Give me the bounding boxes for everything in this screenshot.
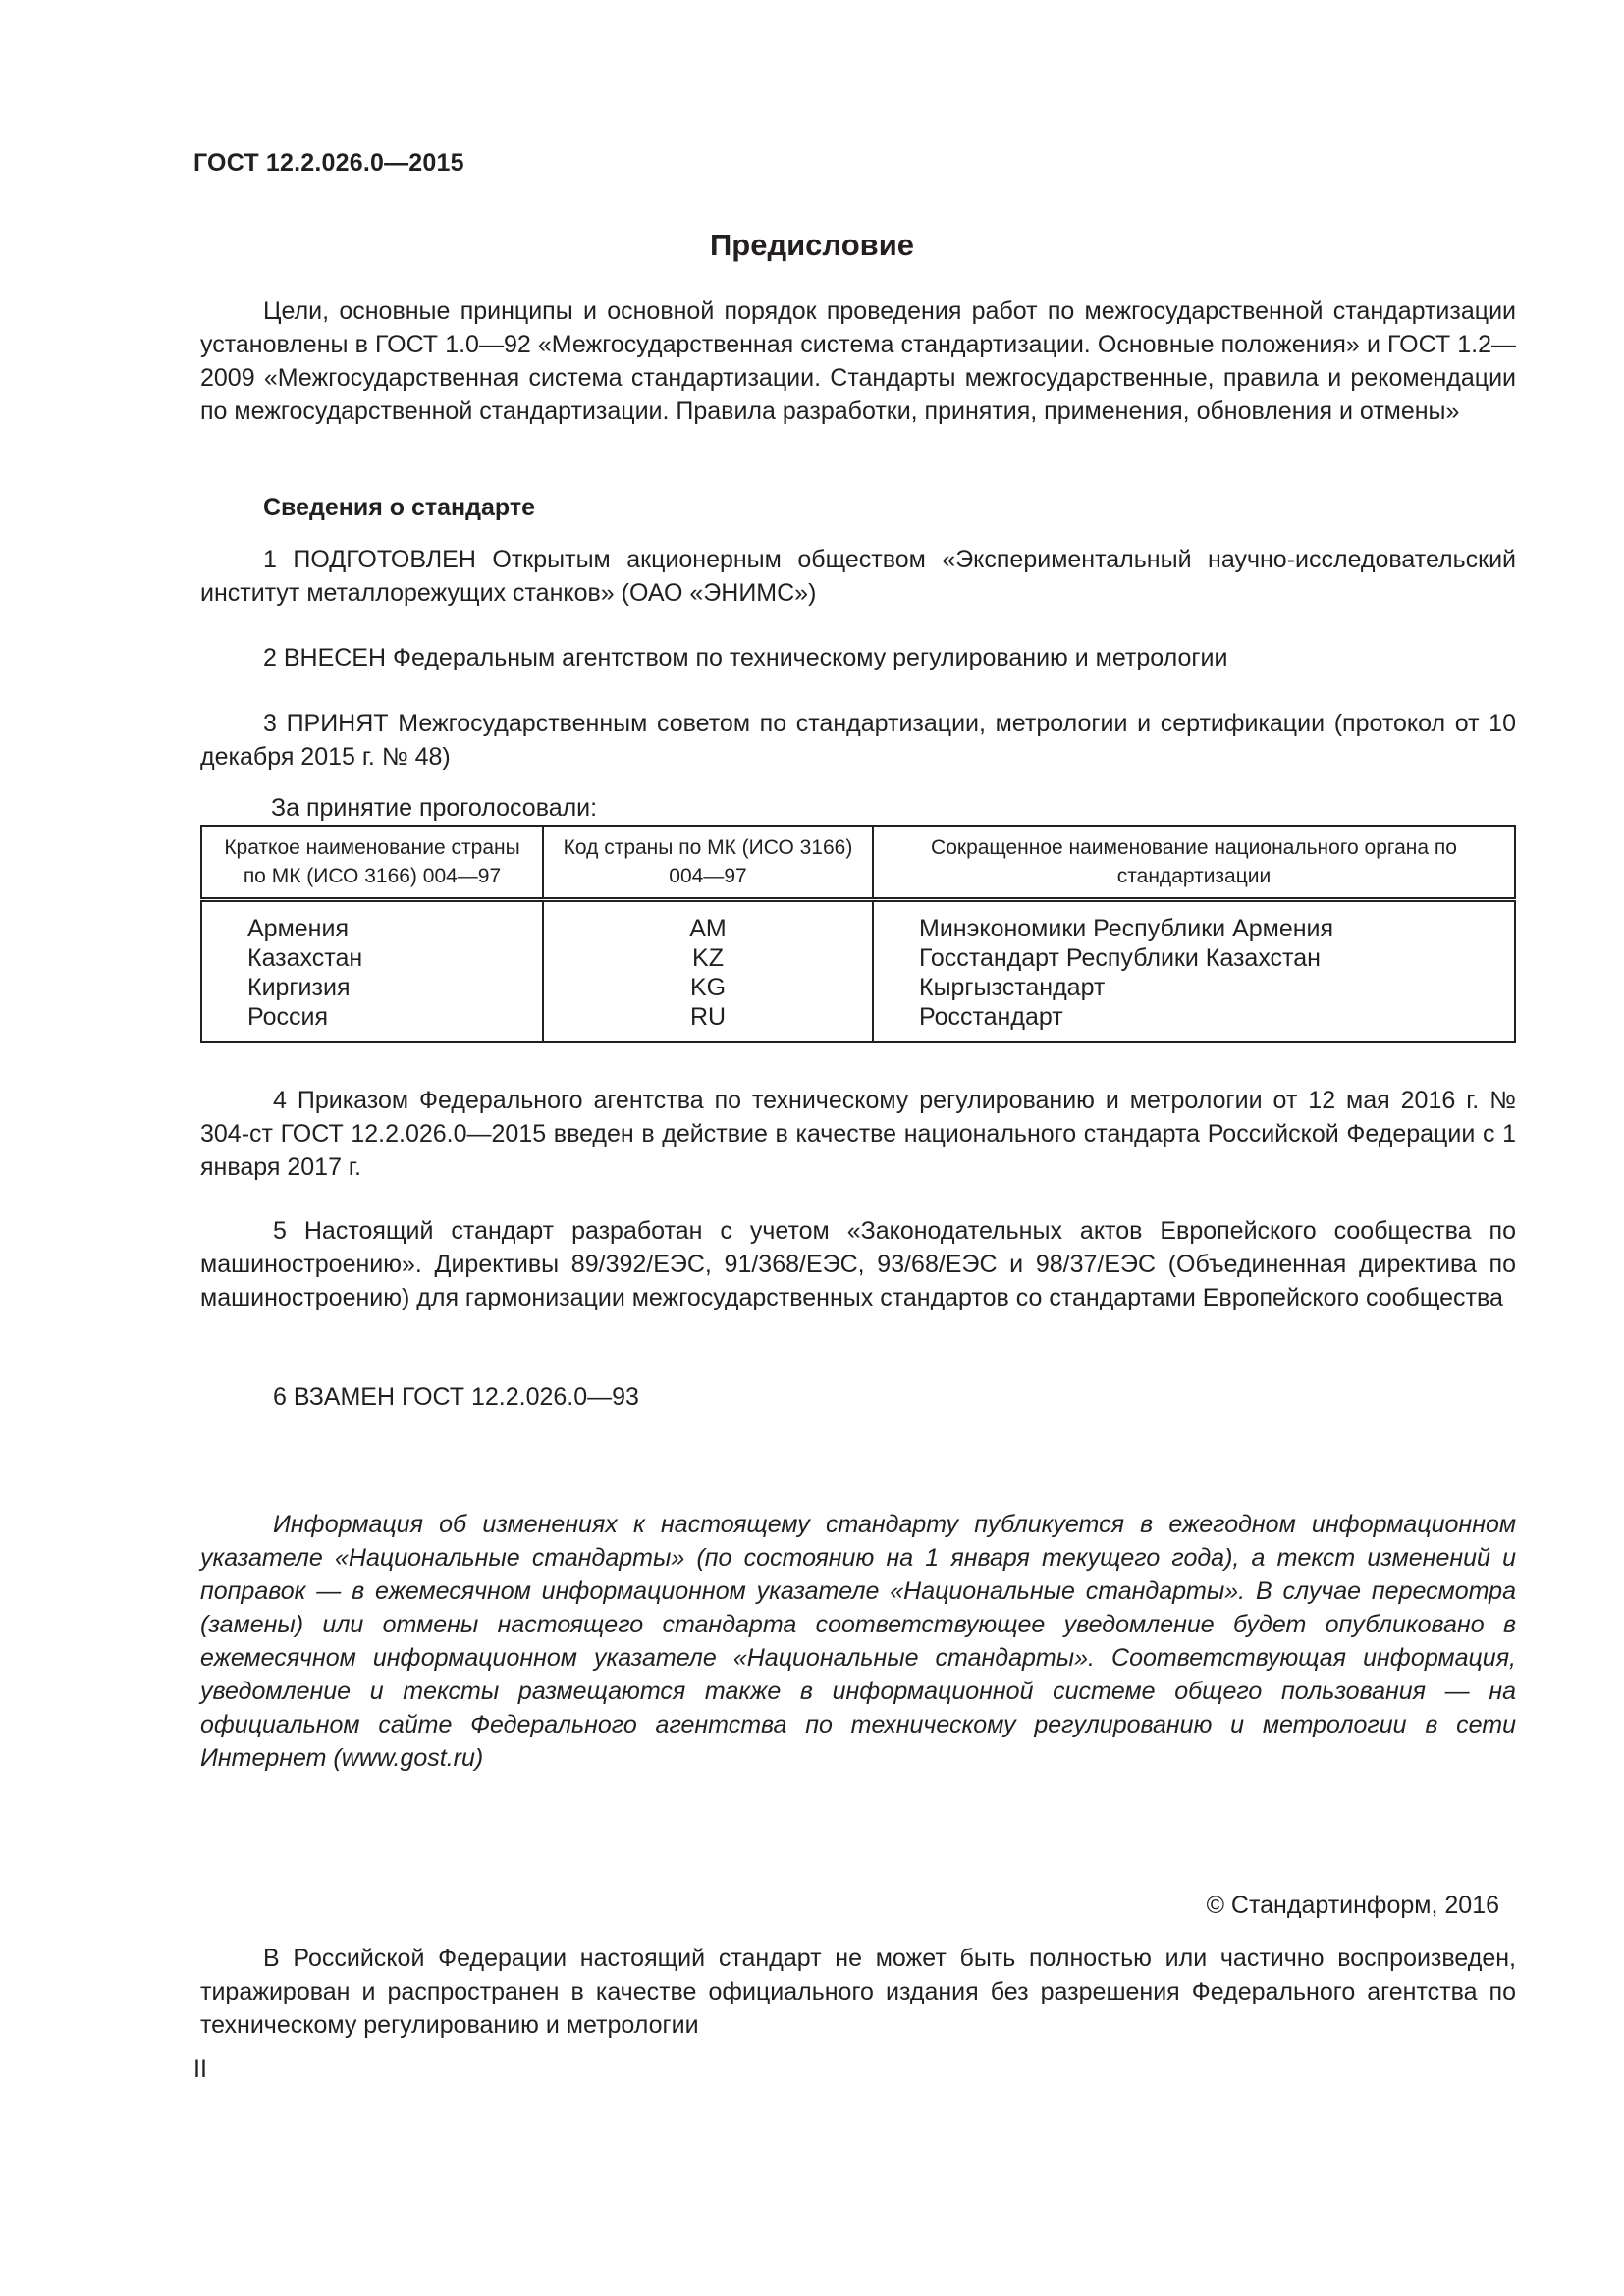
standard-code-header: ГОСТ 12.2.026.0—2015 — [193, 149, 464, 177]
page-title: Предисловие — [709, 228, 914, 262]
page-number: II — [193, 2056, 207, 2083]
code-cell: RU — [543, 1002, 873, 1042]
copyright-line: © Стандартинформ, 2016 — [1206, 1892, 1499, 1919]
intro-paragraph: Цели, основные принципы и основной порядок проведения работ по межгосударственной стандартизации установлены в ГОСТ 1.0—92 «Межгосударственная система стандартизации. Основные положения» и ГОСТ 1.2—2009 «Межгосударственная система стандартизации. Стандарты межгосударственные, правила и рекомендации по межгосударственной стандартизации. Правила разработки, принятия, применения, обновления и отмены» — [200, 297, 1516, 425]
code-cell: KG — [543, 973, 873, 1002]
header-country-code: Код страны по МК (ИСО 3166) 004—97 — [543, 826, 873, 900]
table-row — [201, 1002, 1515, 1042]
item-prepared: 1 ПОДГОТОВЛЕН Открытым акционерным обществом «Экспериментальный научно-исследовательский институт металлорежущих станков» (ОАО «ЭНИМС») — [200, 546, 1516, 607]
standard-info-heading: Сведения о стандарте — [263, 494, 536, 521]
reproduction-notice: В Российской Федерации настоящий стандарт не может быть полностью или частично воспроизведен, тиражирован и распространен в качестве официального издания без разрешения Федерального агентства по техническому регулированию и метрологии — [200, 1945, 1516, 2039]
voting-countries-table — [200, 825, 1516, 1043]
country-cell: Россия — [201, 1002, 543, 1042]
org-cell: Минэкономики Республики Армения — [873, 900, 1515, 944]
code-cell: AM — [543, 900, 873, 944]
code-cell: KZ — [543, 943, 873, 973]
item-introduced: 2 ВНЕСЕН Федеральным агентством по техническому регулированию и метрологии — [263, 644, 1228, 671]
table-row — [201, 900, 1515, 944]
org-cell: Госстандарт Республики Казахстан — [873, 943, 1515, 973]
country-cell: Казахстан — [201, 943, 543, 973]
table-row — [201, 973, 1515, 1002]
country-cell: Киргизия — [201, 973, 543, 1002]
item-replaces: 6 ВЗАМЕН ГОСТ 12.2.026.0—93 — [273, 1383, 639, 1411]
table-header-row — [201, 826, 1515, 900]
table-row — [201, 943, 1515, 973]
item-enacted: 4 Приказом Федерального агентства по техническому регулированию и метрологии от 12 мая 2016 г. № 304-ст ГОСТ 12.2.026.0—2015 введен в действие в качестве национального стандарта Российской Федерации с 1 января 2017 г. — [200, 1087, 1516, 1181]
changes-info-note: Информация об изменениях к настоящему стандарту публикуется в ежегодном информационном указателе «Национальные стандарты» (по состоянию на 1 января текущего года), а текст изменений и поправок — в ежемесячном информационном указателе «Национальные стандарты». В случае пересмотра (замены) или отмены настоящего стандарта соответствующее уведомление будет опубликовано в ежемесячном информационном указателе «Национальные стандарты». Соответствующая информация, уведомление и тексты размещаются также в информационной системе общего пользования — на официальном сайте Федерального агентства по техническому регулированию и метрологии в сети Интернет (www.gost.ru) — [200, 1511, 1516, 1772]
org-cell: Кыргызстандарт — [873, 973, 1515, 1002]
item-developed: 5 Настоящий стандарт разработан с учетом «Законодательных актов Европейского сообщества по машиностроению». Директивы 89/392/ЕЭС, 91/368/ЕЭС, 93/68/ЕЭС и 98/37/ЕЭС (Объединенная директива по машиностроению) для гармонизации межгосударственных стандартов со стандартами Европейского сообщества — [200, 1217, 1516, 1311]
vote-caption: За принятие проголосовали: — [271, 794, 598, 822]
header-org-name: Сокращенное наименование национального органа по стандартизации — [873, 826, 1515, 900]
item-adopted: 3 ПРИНЯТ Межгосударственным советом по стандартизации, метрологии и сертификации (протокол от 10 декабря 2015 г. № 48) — [200, 710, 1516, 771]
country-cell: Армения — [201, 900, 543, 944]
org-cell: Росстандарт — [873, 1002, 1515, 1042]
header-country-name: Краткое наименование страны по МК (ИСО 3166) 004—97 — [201, 826, 543, 900]
